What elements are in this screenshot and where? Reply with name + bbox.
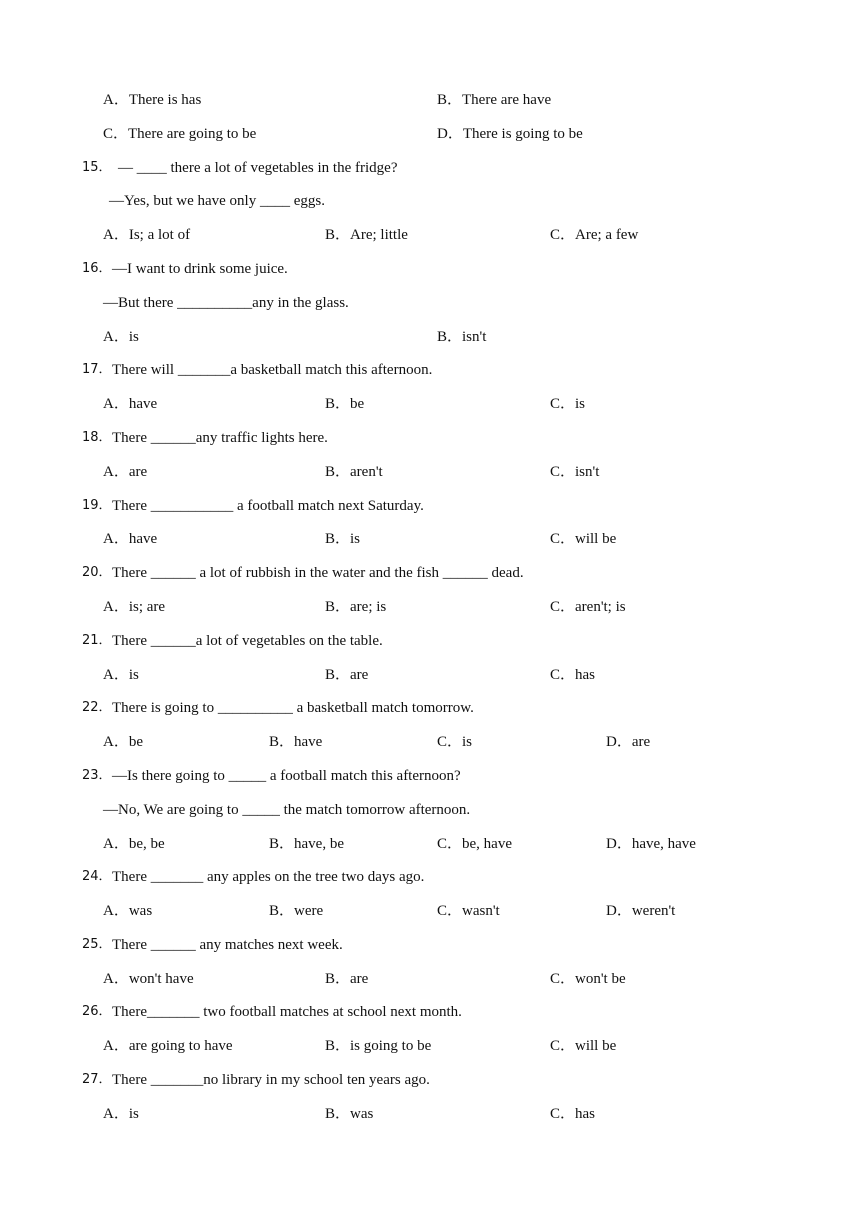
question-stem: There _______ any apples on the tree two days ago. xyxy=(112,869,425,885)
option-a[interactable]: A．is xyxy=(103,667,139,683)
question-number: 22． xyxy=(82,700,112,715)
stem-text: any in the glass. xyxy=(252,295,349,311)
question-25 xyxy=(0,933,860,957)
question-number: 16． xyxy=(82,261,112,276)
question-number: 26． xyxy=(82,1004,112,1019)
option-b[interactable]: B．have, be xyxy=(269,836,344,852)
stem-text: no library in my school ten years ago. xyxy=(203,1072,430,1088)
option-b[interactable]: B．Are; little xyxy=(325,227,408,243)
q14-option-a[interactable]: A．There is has xyxy=(103,92,202,108)
question-number: 18． xyxy=(82,430,112,445)
question-17 xyxy=(0,358,860,382)
option-b[interactable]: B．are xyxy=(325,971,369,987)
option-b[interactable]: B．were xyxy=(269,903,324,919)
option-c[interactable]: C．is xyxy=(550,396,586,412)
question-21-options xyxy=(0,663,860,687)
question-15-options xyxy=(0,223,860,247)
question-26-options xyxy=(0,1034,860,1058)
stem-text: There will xyxy=(112,362,178,378)
stem-text: There xyxy=(112,633,151,649)
question-number: 20． xyxy=(82,565,112,580)
question-27 xyxy=(0,1068,860,1092)
option-c[interactable]: C．won't be xyxy=(550,971,626,987)
option-b[interactable]: B．is xyxy=(325,531,361,547)
question-15-line2 xyxy=(0,189,860,213)
option-a[interactable]: A．have xyxy=(103,396,158,412)
option-a[interactable]: A．is; are xyxy=(103,599,166,615)
question-stem: There ______any traffic lights here. xyxy=(112,430,328,446)
question-23-options xyxy=(0,832,860,856)
q14-option-d[interactable]: D．There is going to be xyxy=(437,126,583,142)
question-number: 17． xyxy=(82,362,112,377)
question-stem: —I want to drink some juice. xyxy=(112,261,288,277)
question-stem: — ____ there a lot of vegetables in the fridge? xyxy=(118,160,398,176)
question-23-line2 xyxy=(0,798,860,822)
option-d[interactable]: D．are xyxy=(606,734,651,750)
stem-text: There xyxy=(112,1072,151,1088)
option-c[interactable]: C．be, have xyxy=(437,836,512,852)
option-c[interactable]: C．aren't; is xyxy=(550,599,626,615)
question-number: 25． xyxy=(82,937,112,952)
option-b[interactable]: B．are xyxy=(325,667,369,683)
q14-options-row2 xyxy=(0,122,860,146)
question-stem: There ______ any matches next week. xyxy=(112,937,343,953)
option-b[interactable]: B．was xyxy=(325,1106,374,1122)
option-d[interactable]: D．weren't xyxy=(606,903,676,919)
q14-option-c[interactable]: C．There are going to be xyxy=(103,126,257,142)
question-number: 21． xyxy=(82,633,112,648)
question-stem xyxy=(112,629,383,653)
option-c[interactable]: C．has xyxy=(550,667,596,683)
option-a[interactable]: A．was xyxy=(103,903,153,919)
option-a[interactable]: A．is xyxy=(103,329,139,345)
option-b[interactable]: B．be xyxy=(325,396,365,412)
option-b[interactable]: B．isn't xyxy=(437,329,487,345)
question-20 xyxy=(0,561,860,585)
option-a[interactable]: A．be, be xyxy=(103,836,165,852)
option-a[interactable]: A．Is; a lot of xyxy=(103,227,191,243)
question-stem-line2 xyxy=(103,291,349,315)
option-b[interactable]: B．have xyxy=(269,734,323,750)
question-24-options xyxy=(0,899,860,923)
option-c[interactable]: C．isn't xyxy=(550,464,600,480)
answer-blank[interactable]: _______ xyxy=(177,362,231,378)
question-18 xyxy=(0,426,860,450)
option-d[interactable]: D．have, have xyxy=(606,836,696,852)
question-stem xyxy=(112,1068,430,1092)
question-15 xyxy=(0,156,860,180)
question-stem-line2: —No, We are going to _____ the match tomorrow afternoon. xyxy=(103,802,471,818)
question-25-options xyxy=(0,967,860,991)
option-b[interactable]: B．is going to be xyxy=(325,1038,432,1054)
question-19-options xyxy=(0,527,860,551)
stem-text: a basketball match this afternoon. xyxy=(230,362,433,378)
question-16 xyxy=(0,257,860,281)
question-16-options xyxy=(0,325,860,349)
stem-text: a lot of vegetables on the table. xyxy=(195,633,383,649)
question-17-options xyxy=(0,392,860,416)
question-24 xyxy=(0,865,860,889)
option-c[interactable]: C．is xyxy=(437,734,473,750)
question-22 xyxy=(0,696,860,720)
question-number: 15． xyxy=(82,160,112,175)
option-a[interactable]: A．is xyxy=(103,1106,139,1122)
q14-options-row1 xyxy=(0,88,860,112)
question-stem-line2: —Yes, but we have only ____ eggs. xyxy=(109,193,325,209)
answer-blank[interactable]: ______ xyxy=(150,633,196,649)
option-c[interactable]: C．Are; a few xyxy=(550,227,639,243)
option-c[interactable]: C．has xyxy=(550,1106,596,1122)
option-c[interactable]: C．wasn't xyxy=(437,903,500,919)
option-a[interactable]: A．be xyxy=(103,734,143,750)
q14-option-b[interactable]: B．There are have xyxy=(437,92,552,108)
option-a[interactable]: A．are xyxy=(103,464,148,480)
question-stem: There ______ a lot of rubbish in the water and the fish ______ dead. xyxy=(112,565,524,581)
question-26 xyxy=(0,1000,860,1024)
question-stem: There_______ two football matches at school next month. xyxy=(112,1004,462,1020)
question-16-line2 xyxy=(0,291,860,315)
question-21 xyxy=(0,629,860,653)
question-stem: —Is there going to _____ a football match this afternoon? xyxy=(112,768,461,784)
question-20-options xyxy=(0,595,860,619)
answer-blank[interactable]: _______ xyxy=(150,1072,204,1088)
question-18-options xyxy=(0,460,860,484)
option-a[interactable]: A．won't have xyxy=(103,971,194,987)
question-stem xyxy=(112,358,432,382)
option-b[interactable]: B．are; is xyxy=(325,599,387,615)
question-stem: There ___________ a football match next Saturday. xyxy=(112,498,424,514)
option-a[interactable]: A．are going to have xyxy=(103,1038,233,1054)
question-number: 27． xyxy=(82,1072,112,1087)
option-b[interactable]: B．aren't xyxy=(325,464,383,480)
option-c[interactable]: C．will be xyxy=(550,1038,617,1054)
stem-text: —But there xyxy=(103,295,178,311)
question-22-options xyxy=(0,730,860,754)
question-19 xyxy=(0,494,860,518)
option-c[interactable]: C．will be xyxy=(550,531,617,547)
question-number: 19． xyxy=(82,498,112,513)
question-27-options xyxy=(0,1102,860,1126)
option-a[interactable]: A．have xyxy=(103,531,158,547)
question-number: 23． xyxy=(82,768,112,783)
question-23 xyxy=(0,764,860,788)
question-stem: There is going to __________ a basketball match tomorrow. xyxy=(112,700,474,716)
answer-blank[interactable]: __________ xyxy=(177,295,253,311)
question-number: 24． xyxy=(82,869,112,884)
